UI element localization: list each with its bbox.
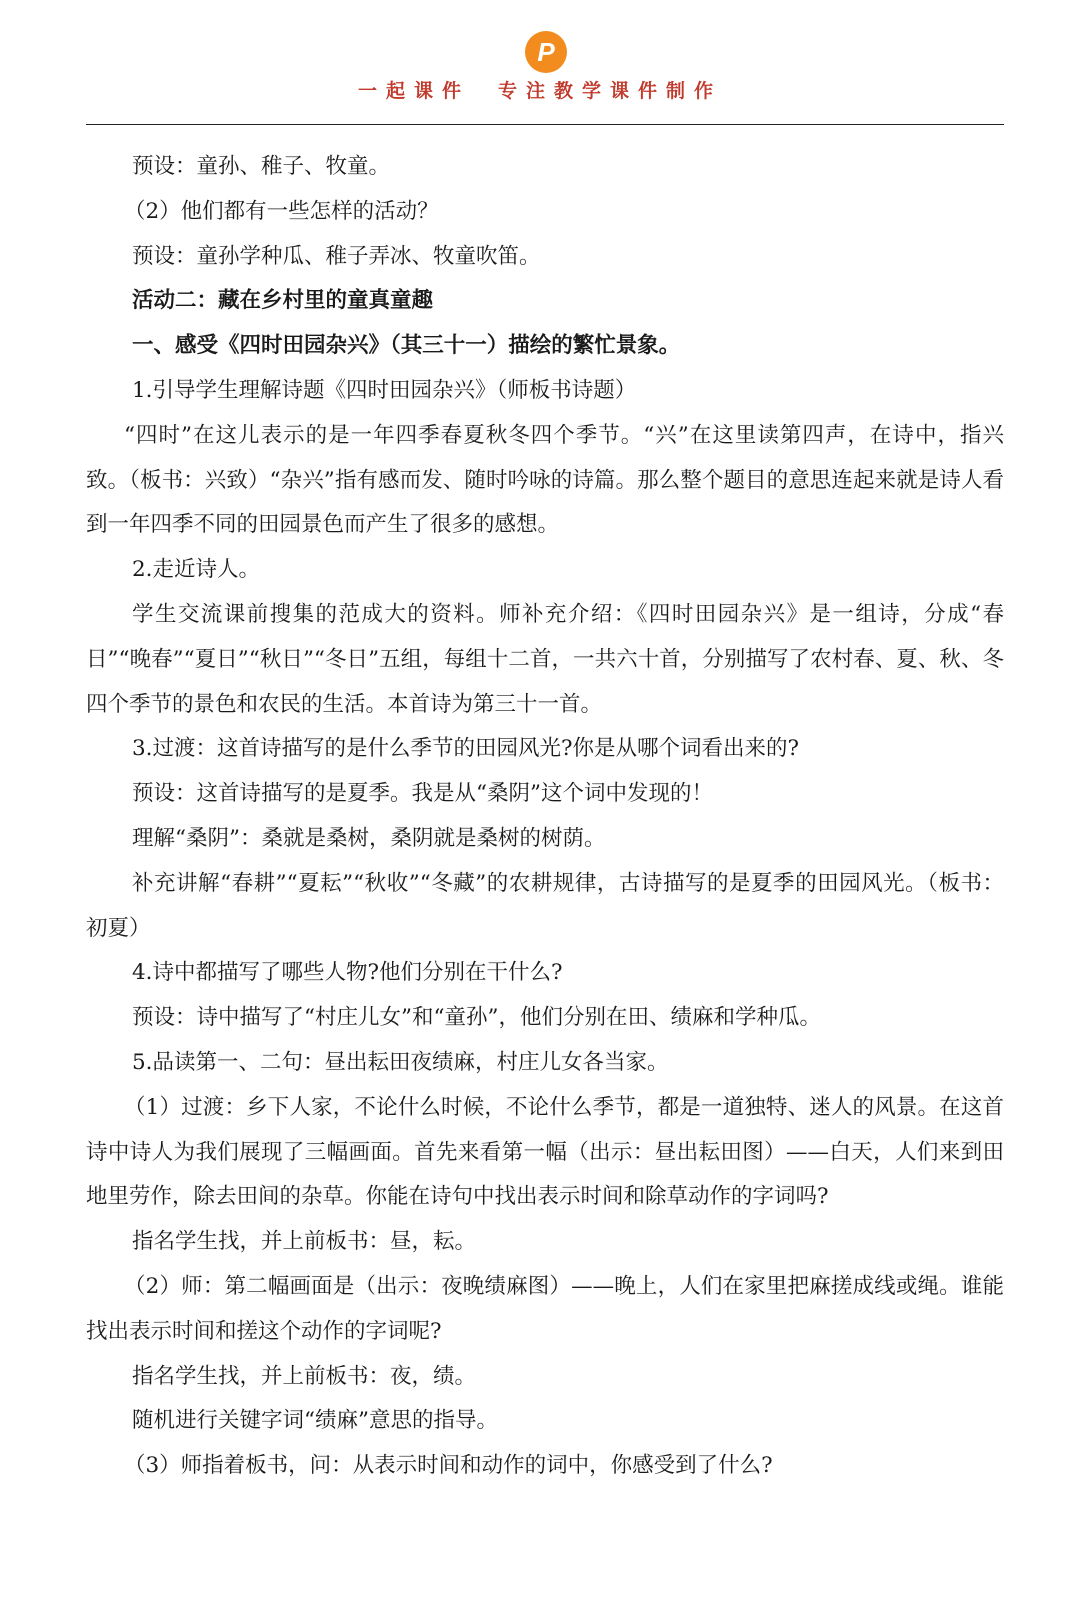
paragraph: 5.品读第一、二句：昼出耘田夜绩麻，村庄儿女各当家。 bbox=[132, 1049, 669, 1075]
paragraph: 3.过渡：这首诗描写的是什么季节的田园风光?你是从哪个词看出来的? bbox=[132, 736, 800, 762]
paragraph: 2.走近诗人。 bbox=[132, 557, 261, 583]
paragraph: “四时”在这儿表示的是一年四季春夏秋冬四个季节。“兴”在这里读第四声，在诗中，指兴致。（板书：兴致）“杂兴”指有感而发、随时吟咏的诗篇。那么整个题目的意思连起来就是诗人看到一年四季不同的田园景色而产生了很多的感想。 bbox=[86, 422, 1004, 538]
paragraph: 随机进行关键字词“绩麻”意思的指导。 bbox=[132, 1408, 498, 1434]
page-header bbox=[0, 0, 1080, 130]
paragraph: （2）他们都有一些怎样的活动？ bbox=[124, 198, 439, 224]
paragraph: 预设：诗中描写了“村庄儿女”和“童孙”，他们分别在田、绩麻和学种瓜。 bbox=[132, 1005, 821, 1031]
paragraph: 指名学生找，并上前板书：昼，耘。 bbox=[132, 1229, 477, 1255]
paragraph: 4.诗中都描写了哪些人物?他们分别在干什么? bbox=[132, 960, 563, 986]
logo-letter: P bbox=[537, 37, 555, 67]
paragraph: 预设：童孙、稚子、牧童。 bbox=[132, 154, 391, 179]
paragraph: 指名学生找，并上前板书：夜，绩。 bbox=[132, 1363, 477, 1389]
paragraph: 预设：这首诗描写的是夏季。我是从“桑阴”这个词中发现的！ bbox=[132, 781, 713, 807]
paragraph: （2）师：第二幅画面是（出示：夜晚绩麻图）——晚上，人们在家里把麻搓成线或绳。谁能找出表示时间和搓这个动作的字词呢? bbox=[86, 1273, 1004, 1344]
paragraph: 补充讲解“春耕”“夏耘”“秋收”“冬藏”的农耕规律，古诗描写的是夏季的田园风光。（板书：初夏） bbox=[86, 870, 1004, 941]
header-title: 一起课件 专注教学课件制作 bbox=[357, 80, 722, 102]
paragraph: （3）师指着板书，问：从表示时间和动作的词中，你感受到了什么? bbox=[124, 1453, 773, 1479]
paragraph: 学生交流课前搜集的范成大的资料。师补充介绍：《四时田园杂兴》是一组诗，分成“春日”“晚春”“夏日”“秋日”“冬日”五组，每组十二首，一共六十首，分别描写了农村春、夏、秋、冬四个季节的景色和农民的生活。本首诗为第三十一首。 bbox=[86, 601, 1004, 717]
section-heading: 一、感受《四时田园杂兴》（其三十一）描绘的繁忙景象。 bbox=[132, 333, 681, 359]
paragraph: （1）过渡：乡下人家，不论什么时候，不论什么季节，都是一道独特、迷人的风景。在这首诗中诗人为我们展现了三幅画面。首先来看第一幅（出示：昼出耘田图）——白天，人们来到田地里劳作，除去田间的杂草。你能在诗句中找出表示时间和除草动作的字词吗? bbox=[86, 1094, 1004, 1210]
document-body bbox=[86, 145, 1004, 1489]
paragraph: 理解“桑阴”：桑就是桑树，桑阴就是桑树的树荫。 bbox=[132, 825, 606, 851]
paragraph: 1.引导学生理解诗题《四时田园杂兴》（师板书诗题） bbox=[132, 377, 637, 403]
paragraph: 预设：童孙学种瓜、稚子弄冰、牧童吹笛。 bbox=[132, 243, 541, 269]
brand-logo-icon bbox=[524, 30, 568, 74]
header-divider bbox=[86, 124, 1004, 125]
section-heading: 活动二：藏在乡村里的童真童趣 bbox=[132, 288, 434, 314]
